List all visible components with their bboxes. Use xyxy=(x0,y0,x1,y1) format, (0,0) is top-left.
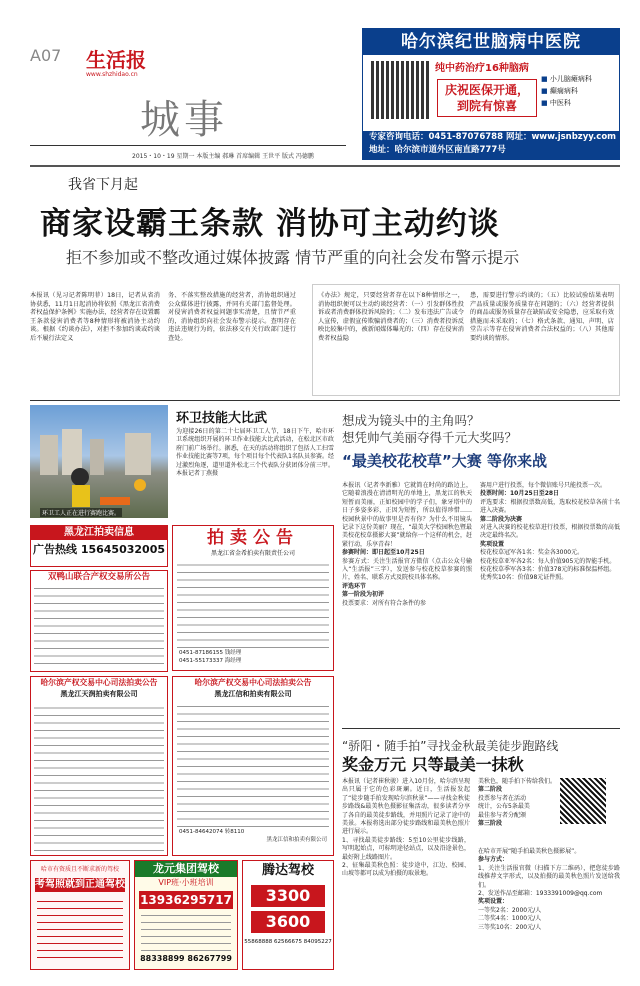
paimai-notice[interactable] xyxy=(172,525,334,671)
contest-detail: 参赛时间：即日起至10月25日 xyxy=(342,549,425,557)
department-item: ■ 小儿脑瘫病科 xyxy=(541,73,592,85)
story-kicker: 我省下月起 xyxy=(68,177,138,193)
walk-item: 2、征集最美秋色照：徒步途中，江边、校园、山坡等都可以成为拍摄的取景地。 xyxy=(342,862,470,878)
walk-body xyxy=(342,778,470,879)
contest-rule: 优秀奖10名：价值98元证件照。 xyxy=(480,574,568,582)
contest-question-line: 想凭帅气美丽夺得千元大奖吗？ xyxy=(342,430,518,445)
longyuan-phone[interactable]: 13936295717 xyxy=(140,893,232,907)
hospital-ad-sub: 纯中药治疗16种脑病 xyxy=(435,63,529,74)
hospital-ad-title: 哈尔滨纪世脑病中医院 xyxy=(363,29,619,55)
paimai-company: 黑龙江省金希拍卖有限责任公司 xyxy=(210,550,295,557)
tengda-ad[interactable] xyxy=(242,860,334,970)
department-item: ■ 中医科 xyxy=(541,97,592,109)
walk-rule: 2、发送作品至邮箱：1933391009@qq.com xyxy=(478,890,603,898)
story-subhead: 拒不参加或不整改通过媒体披露 情节严重的向社会发布警示提示 xyxy=(66,248,520,267)
walk-rule: 参与方式： xyxy=(478,856,509,864)
contest-rule: 评选要求：根据投票数高低，选取校花校草各前十名进入决赛。 xyxy=(480,498,620,515)
qr-code-icon xyxy=(371,61,429,119)
section-title: 城事 xyxy=(140,97,228,143)
walk-rule: 一等奖2名：2000元/人 xyxy=(478,906,542,914)
walk-rule: 1、关注生活报官微（扫描下方二维码），把您徒步路线推荐文字形式，以及拍摄的最美秋色照片发送给我们。 xyxy=(478,864,620,889)
top-divider xyxy=(30,165,620,167)
walk-title: “骄阳・随手拍”寻找金秋最美徒步跑路线 xyxy=(342,739,559,753)
contest-rule: 对进入决赛的校花校草进行投票，根据投票数的高低决定最终名次。 xyxy=(480,524,620,540)
harbin2-notice[interactable] xyxy=(172,676,334,856)
harbin2-phone[interactable]: 0451-84642074 转8110 xyxy=(179,829,245,835)
hospital-ad-footer xyxy=(363,131,619,159)
school-ad-title: 哈市有资质且不断求新的驾校 xyxy=(40,866,119,873)
harbin-notice[interactable] xyxy=(30,676,168,856)
header-divider xyxy=(30,145,346,146)
story-column: 《办法》规定，只要经营者存在以下8种情形之一，消协组织便可以主动约谈经营者：（一）引发群体性投诉或者消费群体投诉风险的；（二）发布违法广告或令人宣传，虚假宣传欺骗消费者的；（三）消费者投诉反映比较集中的，被新闻媒体曝光的；（四）存在侵害消费者权益隐 xyxy=(318,292,464,342)
shuangya-title: 双鸭山联合产权交易所公告 xyxy=(47,572,150,582)
hospital-departments xyxy=(541,73,592,109)
walk-rule: 美秋色，随手拍下传给我们。 xyxy=(478,778,557,785)
notice-body-lines xyxy=(177,701,329,827)
contest-detail: 投票要求：对所有符合条件的参 xyxy=(342,599,427,607)
notice-body-lines xyxy=(34,701,164,851)
story-column: 患，需要进行警示约谈的；（五）比较试验结果表明产品质量或服务质量存在问题的；（六）经营者提供的商品或服务质量存在缺陷或安全隐患，应采取有效措施而未采取的；（七）格式条款、通知、声明、店堂告示等存在侵害消费者合法权益的；（八）其他需要约谈的情形。 xyxy=(470,292,614,342)
qr-code-icon xyxy=(560,778,606,824)
paper-logo[interactable]: 生活报 xyxy=(86,48,146,72)
walk-item: 1、寻找最美徒步路线：5至10公里徒步线路，写明起始点，可标明途径站点，以及沿途景色，最好附上线路图片。 xyxy=(342,836,470,861)
harbin2-footer: 黑龙江信和拍卖有限公司 xyxy=(266,836,327,843)
street-cleaning-photo xyxy=(30,405,168,518)
walk-headline: 奖金万元 只等最美一抹秋 xyxy=(342,755,524,774)
contest-rules xyxy=(480,482,620,583)
contest-question xyxy=(342,412,517,446)
ad-hotline: 广告热线 15645032005 xyxy=(32,543,166,556)
walk-rule: 二等奖4名：1000元/人 xyxy=(478,915,542,923)
ad-body-lines xyxy=(141,911,231,951)
dateline: 2015・10・19 星期一 本版主编 郝琳 首席编辑 王世平 版式 冯德鹏 xyxy=(132,153,314,160)
notice-body-lines xyxy=(177,560,329,648)
shuangya-notice[interactable] xyxy=(30,570,168,672)
contest-detail: 评选环节 xyxy=(342,582,367,590)
longyuan-ad[interactable] xyxy=(134,860,238,970)
contest-question-line: 想成为镜头中的主角吗？ xyxy=(342,413,480,428)
notice-body-lines xyxy=(34,586,164,664)
paimai-phone2[interactable]: 0451-55173337 海经理 xyxy=(179,657,242,664)
story-column: 务、不落实整改措施的经营者，消协组织通过公众媒体进行披露，并同有关部门监督处理。对侵害消费者权益问题事实清楚，且情节严重的，消协组织向社会发布警示提示。查明存在违法违规行为的，依法移交有关行政部门进行查处。 xyxy=(168,292,296,342)
walk-rules xyxy=(478,778,558,828)
contest-rule: 奖项设置 xyxy=(480,540,505,548)
tengda-price-2: 3600 xyxy=(251,911,325,933)
contest-intro: 本报讯（记者李新雅）它就简在时尚的路边上，它随着浪漫在清清明光的单地上，黑龙江的秋天短暂而美丽，正如校园中的学子们，象牙塔中的日子多姿多彩，正因为短暂，所以值得珍惜……校园秋景中的故事里是否有你？为什么不用镜头记录下这份美丽？现在，“最美大学校园秋色暨最美校花校草摄影大赛”就给你一个这样的机会，赶紧行动，乐享青春！ xyxy=(342,482,472,548)
contest-body xyxy=(342,482,472,608)
page-number: A07 xyxy=(30,46,62,65)
ad-body-lines xyxy=(37,896,123,958)
paimai-title: 拍卖公告 xyxy=(207,528,299,548)
hospital-address-line: 地址：哈尔滨市道外区南直路777号 xyxy=(369,145,506,155)
hospital-phone-line: 专家咨询电话：0451-87076788 网址：www.jsnbzyy.com xyxy=(369,132,617,142)
walk-participation xyxy=(478,848,620,932)
longyuan-sub: VIP班·小班培训 xyxy=(158,878,214,887)
photo-caption: 环卫工人正在进行赛跑比赛。 xyxy=(42,510,121,517)
walk-rule: 奖项设置： xyxy=(478,898,509,906)
story-column: 本报讯（见习记者陈明菲）18日，记者从省消协获悉，11月1日起消协将依照《黑龙江省消费者权益保护条例》实施办法，经营者存在设置霸王条款侵害消费者等8种情形将被消协主动约谈。根据《约谈办法》，对拒不参加约谈或约谈后不履行法定义 xyxy=(30,292,160,342)
tengda-price-1: 3300 xyxy=(251,885,325,907)
story2-body: 为迎接26日的第二十七届环卫工人节，18日下午，哈市环卫系统组织开展的环卫作业技能大比武活动，在松北区市政府门前广场举行。据悉，在天的活动将组织了包括人工扫雪作业技能比赛等7项，每个项目每个代表队1名队员参赛。经过激烈角逐，道里道外松北三个代表队分获团体分前三甲。本报记者丁燕摄 xyxy=(176,428,334,478)
driving-school-ad-1[interactable] xyxy=(30,860,130,970)
harbin-notice-title: 哈尔滨产权交易中心司法拍卖公告 xyxy=(40,678,158,687)
classified-header[interactable] xyxy=(30,525,168,567)
department-item: ■ 癫痫病科 xyxy=(541,85,592,97)
contest-rule: 校花校草冠军各1名：奖金各3000元。 xyxy=(480,549,584,557)
story2-title: 环卫技能大比武 xyxy=(176,411,268,426)
contest-rule: 校花校草亚军各2名：每人价值905元的智能手机。 xyxy=(480,557,616,565)
contest-title: “最美校花校草”大赛 等你来战 xyxy=(342,452,547,470)
paper-url[interactable]: www.shzhidao.cn xyxy=(86,71,138,78)
hospital-ad-slogan: 庆祝医保开通，到院有惊喜 xyxy=(437,79,537,117)
hospital-ad[interactable] xyxy=(362,28,620,160)
contest-detail: 第一阶段为初评 xyxy=(342,591,385,599)
story-headline: 商家设霸王条款 消协可主动约谈 xyxy=(40,206,500,242)
walk-rule: 最佳参与者分配颁 xyxy=(478,811,527,819)
auction-info-banner: 黑龙江拍卖信息 xyxy=(31,526,167,540)
contest-detail: 参赛方式：关注生活报官方微信（点击公众号输入“生活报”三字），发送参与校花校草参赛的照片，姓名、联系方式及院校具体名称。 xyxy=(342,557,472,582)
contest-rule: 赛用户进行投票，每个微信账号只能投票一次。 xyxy=(480,482,607,489)
walk-rule: 三等奖10名：200元/人 xyxy=(478,923,542,931)
walk-rule: 投票参与者在活动 xyxy=(478,794,527,802)
walk-rule: 第三阶段 xyxy=(478,820,503,828)
harbin2-sub: 黑龙江信和拍卖有限公司 xyxy=(214,690,292,698)
contest-rule: 校花校草季军各3名：价值378元的标准保温杯组。 xyxy=(480,566,616,574)
walk-rule: 统计，公布5条最美 xyxy=(478,803,530,811)
walk-rule: 第二阶段 xyxy=(478,786,503,794)
tengda-phones[interactable]: 55868888 62566675 84095227 xyxy=(244,939,332,945)
harbin2-title: 哈尔滨产权交易中心司法拍卖公告 xyxy=(194,678,312,687)
longyuan-title: 龙元集团驾校 xyxy=(135,861,237,877)
walk-intro: 本报讯（记者崔秋骏）进入10月份，哈尔滨呈现出只属于它的色彩斑斓。近日，生活报发起了“徒步随手拍发现哈尔滨秋景”——寻找金秋徒步路线&最美秋色摄影征集活动，很多读者分享了各自的最美徒步路线，并用照片记录了途中的美景。本报将选出部分徒步路线和最美秋色照片进行展示。 xyxy=(342,778,470,836)
contest-rule: 投票时间：10月25日至28日 xyxy=(480,490,560,498)
contest-rule: 第二阶段为决赛 xyxy=(480,515,523,523)
walk-rule: 在哈市开展“随手拍最美秋色摄影展”。 xyxy=(478,848,581,855)
school-ad-sub: 考驾照就到正通驾校 xyxy=(35,879,125,890)
right-divider xyxy=(342,728,620,729)
longyuan-phone2[interactable]: 88338899 86267799 xyxy=(140,954,232,963)
paimai-phone[interactable]: 0451-87186155 钱经理 xyxy=(179,650,242,656)
section-divider xyxy=(30,400,620,401)
harbin-notice-sub: 黑龙江天润拍卖有限公司 xyxy=(60,690,138,698)
tengda-title: 腾达驾校 xyxy=(261,863,314,878)
